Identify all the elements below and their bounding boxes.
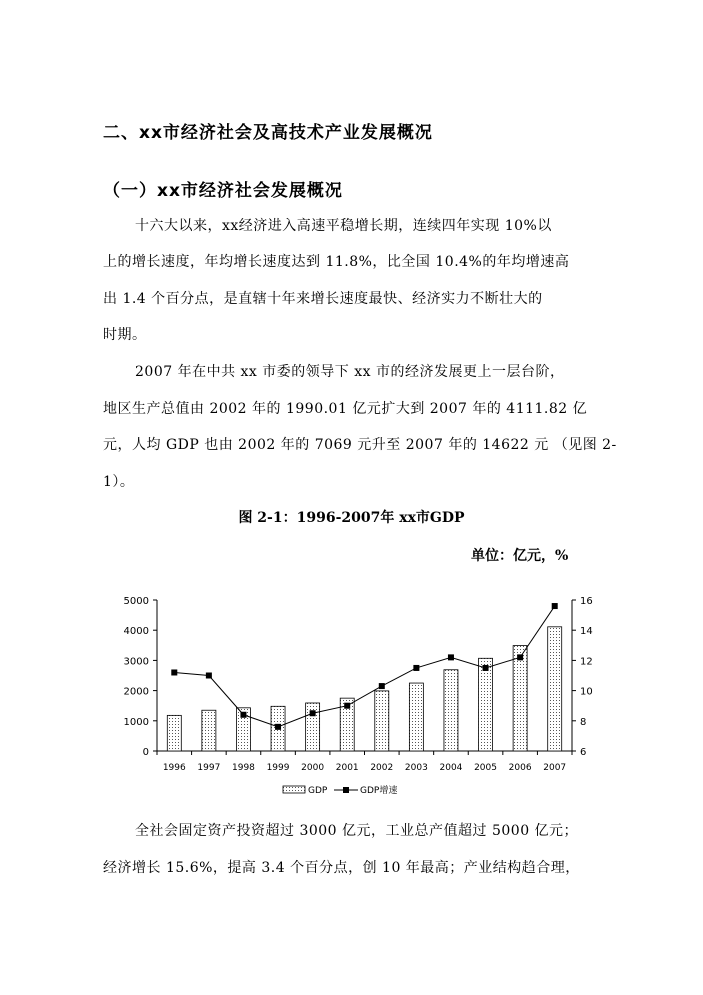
right-tick-label: 6 xyxy=(580,747,587,758)
growth-point xyxy=(483,665,489,671)
growth-point xyxy=(240,712,246,718)
legend-line-marker xyxy=(343,787,349,793)
left-tick-label: 2000 xyxy=(123,686,149,698)
para1-line2: 上的增长速度，年均增长速度达到 11.8%，比全国 10.4%的年均增速高 xyxy=(103,254,570,270)
x-tick-label: 1999 xyxy=(266,763,290,773)
x-tick-label: 2000 xyxy=(301,763,325,773)
gdp-bar xyxy=(479,658,493,751)
growth-point xyxy=(413,665,419,671)
x-tick-label: 2004 xyxy=(439,763,463,773)
left-tick-label: 4000 xyxy=(123,626,149,638)
growth-point xyxy=(206,673,212,679)
subsection-heading: （一）xx市经济社会发展概况 xyxy=(103,181,343,201)
gdp-bar xyxy=(409,683,423,751)
para3-line1: 全社会固定资产投资超过 3000 亿元，工业总产值超过 5000 亿元； xyxy=(135,823,579,839)
left-tick-label: 5000 xyxy=(123,596,149,607)
right-tick-label: 14 xyxy=(580,626,593,638)
gdp-bar xyxy=(375,691,389,751)
figure-title: 图 2-1：1996-2007年 xx市GDP xyxy=(238,510,465,526)
gdp-bar xyxy=(306,703,320,751)
left-tick-label: 0 xyxy=(142,747,149,758)
x-tick-label: 1998 xyxy=(232,763,255,773)
para2-line1: 2007 年在中共 xx 市委的领导下 xx 市的经济发展更上一层台阶， xyxy=(135,364,565,380)
growth-point xyxy=(379,683,385,689)
growth-point xyxy=(275,724,281,730)
right-tick-label: 8 xyxy=(580,716,587,728)
left-tick-label: 1000 xyxy=(123,716,149,728)
para1-line1: 十六大以来，xx经济进入高速平稳增长期，连续四年实现 10%以 xyxy=(135,218,552,234)
para1-line4: 时期。 xyxy=(103,327,147,343)
unit-label: 单位：亿元，% xyxy=(471,548,569,564)
para2-line2: 地区生产总值由 2002 年的 1990.01 亿元扩大到 2007 年的 4111.82 亿 xyxy=(103,401,588,417)
x-tick-label: 1996 xyxy=(162,763,186,773)
right-tick-label: 10 xyxy=(580,686,593,698)
right-tick-label: 12 xyxy=(580,656,593,668)
growth-point xyxy=(310,710,316,716)
legend-line-label: GDP增速 xyxy=(360,786,398,796)
gdp-bar xyxy=(513,646,527,751)
x-tick-label: 2003 xyxy=(404,763,428,773)
growth-point xyxy=(171,669,177,675)
para3-line2: 经济增长 15.6%，提高 3.4 个百分点，创 10 年最高；产业结构趋合理， xyxy=(103,860,580,876)
para2-line4: 1）。 xyxy=(103,474,135,490)
gdp-bar xyxy=(167,715,181,751)
right-tick-label: 16 xyxy=(580,596,593,607)
para1-line3: 出 1.4 个百分点，是直辖十年来增长速度最快、经济实力不断壮大的 xyxy=(103,291,543,307)
x-tick-label: 2007 xyxy=(543,763,567,773)
x-tick-label: 2001 xyxy=(335,763,359,773)
x-tick-label: 2006 xyxy=(508,763,532,773)
gdp-bar xyxy=(202,710,216,751)
x-tick-label: 2002 xyxy=(370,763,394,773)
growth-point xyxy=(344,703,350,709)
legend-bar-label: GDP xyxy=(308,786,328,796)
para2-line3: 元，人均 GDP 也由 2002 年的 7069 元升至 2007 年的 14622 元 （见图 2- xyxy=(103,437,617,453)
left-tick-label: 3000 xyxy=(123,656,149,668)
growth-point xyxy=(448,654,454,660)
x-tick-label: 2005 xyxy=(474,763,497,773)
growth-point xyxy=(552,603,558,609)
growth-line xyxy=(174,606,554,727)
section-heading: 二、xx市经济社会及高技术产业发展概况 xyxy=(103,123,433,143)
gdp-bar xyxy=(444,670,458,751)
growth-point xyxy=(517,654,523,660)
x-tick-label: 1997 xyxy=(197,763,221,773)
legend-bar-swatch xyxy=(283,786,305,793)
gdp-bar xyxy=(548,627,562,751)
